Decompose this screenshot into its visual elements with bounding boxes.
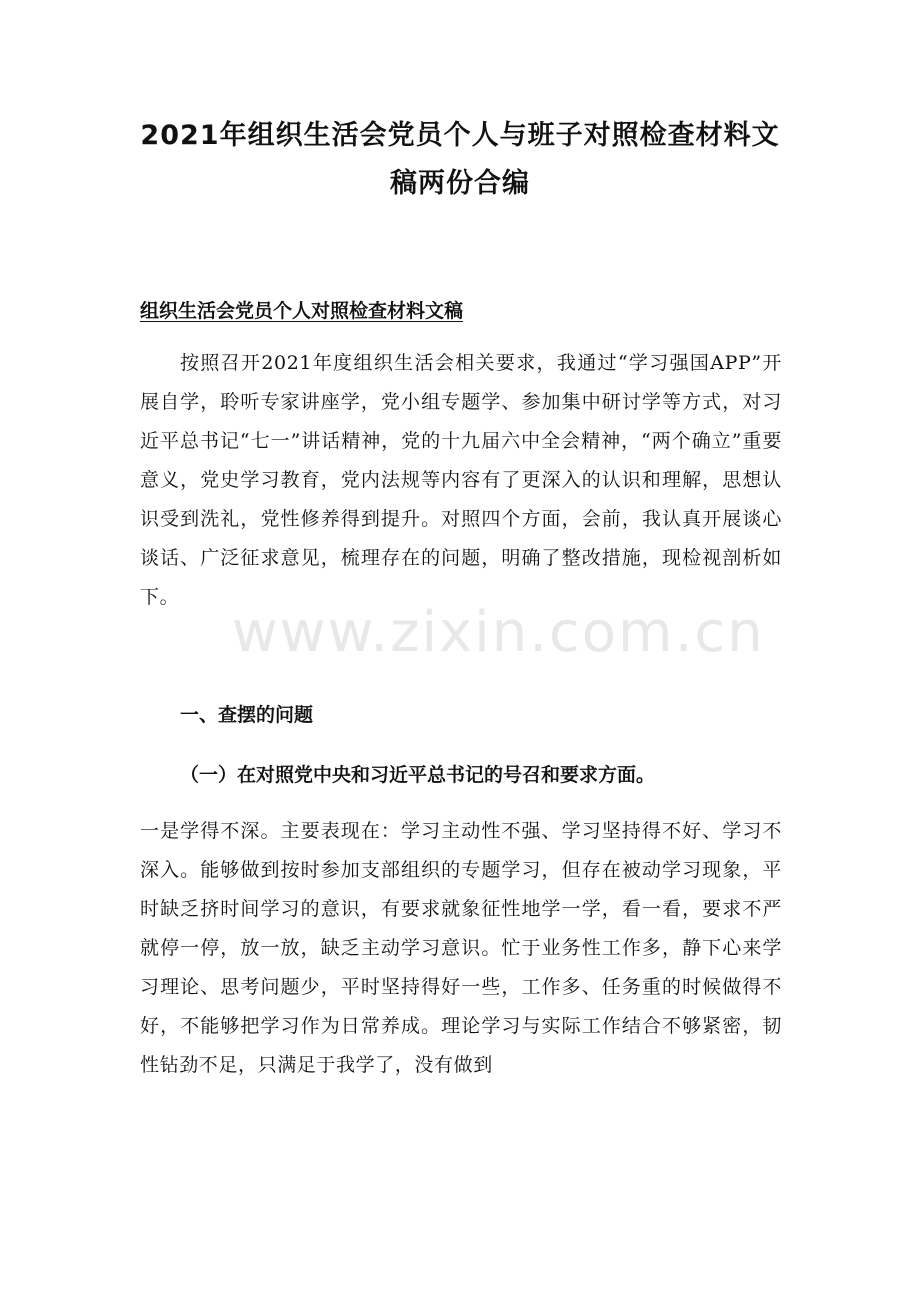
point-1-paragraph: 一是学得不深。主要表现在：学习主动性不强、学习坚持得不好、学习不深入。能够做到按时参加支部组织的专题学习，但存在被动学习现象，平时缺乏挤时间学习的意识，有要求就象征性地学一学，看一看，要求不严就停一停，放一放，缺乏主动学习意识。忙于业务性工作多，静下心来学习理论、思考问题少，平时坚持得好一些，工作多、任务重的时候做得不好，不能够把学习作为日常养成。理论学习与实际工作结合不够紧密，韧性钻劲不足，只满足于我学了，没有做到 [140,820,782,1076]
document-subtitle: 组织生活会党员个人对照检查材料文稿 [140,300,464,322]
subsection-heading-1-1: （一）在对照党中央和习近平总书记的号召和要求方面。 [180,764,656,786]
intro-paragraph: 按照召开2021年度组织生活会相关要求，我通过“学习强国APP”开展自学，聆听专家讲座学，党小组专题学、参加集中研讨学等方式，对习近平总书记“七一”讲话精神，党的十九届六中全会精神，“两个确立”重要意义，党史学习教育，党内法规等内容有了更深入的认识和理解，思想认识受到洗礼，党性修养得到提升。对照四个方面，会前，我认真开展谈心谈话、广泛征求意见，梳理存在的问题，明确了整改措施，现检视剖析如下。 [140,352,782,608]
section-heading-1: 一、查摆的问题 [180,704,314,726]
document-title: 2021年组织生活会党员个人与班子对照检查材料文稿两份合编 [140,120,780,199]
watermark: www.zixin.com.cn [232,600,765,665]
